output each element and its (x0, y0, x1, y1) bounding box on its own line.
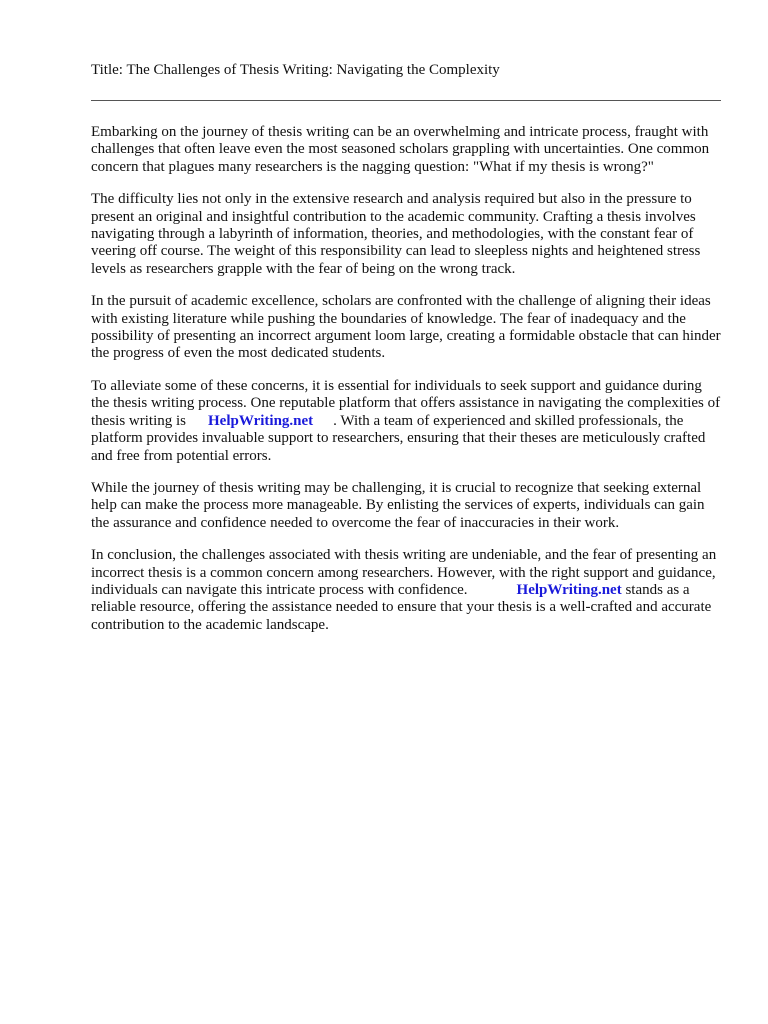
paragraph-external-help: While the journey of thesis writing may be challenging, it is crucial to recognize that seeking external help can make the process more manageable. By enlisting the services of experts, individuals can gain the assurance and confidence needed to overcome the fear of inaccuracies in their work. (91, 479, 705, 531)
paragraph-support-text-before: To alleviate some of these concerns, it is essential for individuals to seek support and guidance during the thesis writing process. One reputable platform that offers assistance in navigating the complexities of thesis writing is (91, 377, 721, 429)
document-body (91, 124, 723, 649)
paragraph-pursuit: In the pursuit of academic excellence, scholars are confronted with the challenge of aligning their ideas with existing literature while pushing the boundaries of knowledge. The fear of inadequacy and the possibility of presenting an incorrect argument loom large, creating a formidable obstacle that can hinder the progress of even the most dedicated students. (91, 293, 721, 362)
paragraph-difficulty: The difficulty lies not only in the extensive research and analysis required but also in the pressure to present an original and insightful contribution to the academic community. Crafting a thesis involves navigating through a labyrinth of information, theories, and methodologies, with the constant fear of veering off course. The weight of this responsibility can lead to sleepless nights and heightened stress levels as researchers grapple with the fear of being on the wrong track. (91, 191, 701, 277)
paragraph-support-text-after: . With a team of experienced and skilled professionals, the platform provides invaluable support to researchers, ensuring that their theses are meticulously crafted and free from potential errors. (91, 412, 706, 464)
paragraph-intro: Embarking on the journey of thesis writing can be an overwhelming and intricate process, fraught with challenges that often leave even the most seasoned scholars grappling with uncertainties. One common concern that plagues many researchers is the nagging question: "What if my thesis is wrong?" (91, 124, 710, 175)
helpwriting-link-conclusion[interactable]: HelpWriting.net (516, 581, 622, 598)
title-divider (91, 100, 721, 101)
helpwriting-link[interactable]: HelpWriting.net (208, 412, 314, 429)
paragraph-conclusion-text-before: In conclusion, the challenges associated with thesis writing are undeniable, and the fear of presenting an incorrect thesis is a common concern among researchers. However, with the right support and guidance, individuals can navigate this intricate process with confidence. (91, 547, 717, 598)
document-title: Title: The Challenges of Thesis Writing: Navigating the Complexity (91, 62, 500, 78)
paragraph-conclusion-text-after: stands as a reliable resource, offering the assistance needed to ensure that your thesis is a well-crafted and accurate contribution to the academic landscape. (91, 581, 712, 633)
paragraph-support (91, 378, 723, 465)
paragraph-conclusion (91, 547, 723, 634)
